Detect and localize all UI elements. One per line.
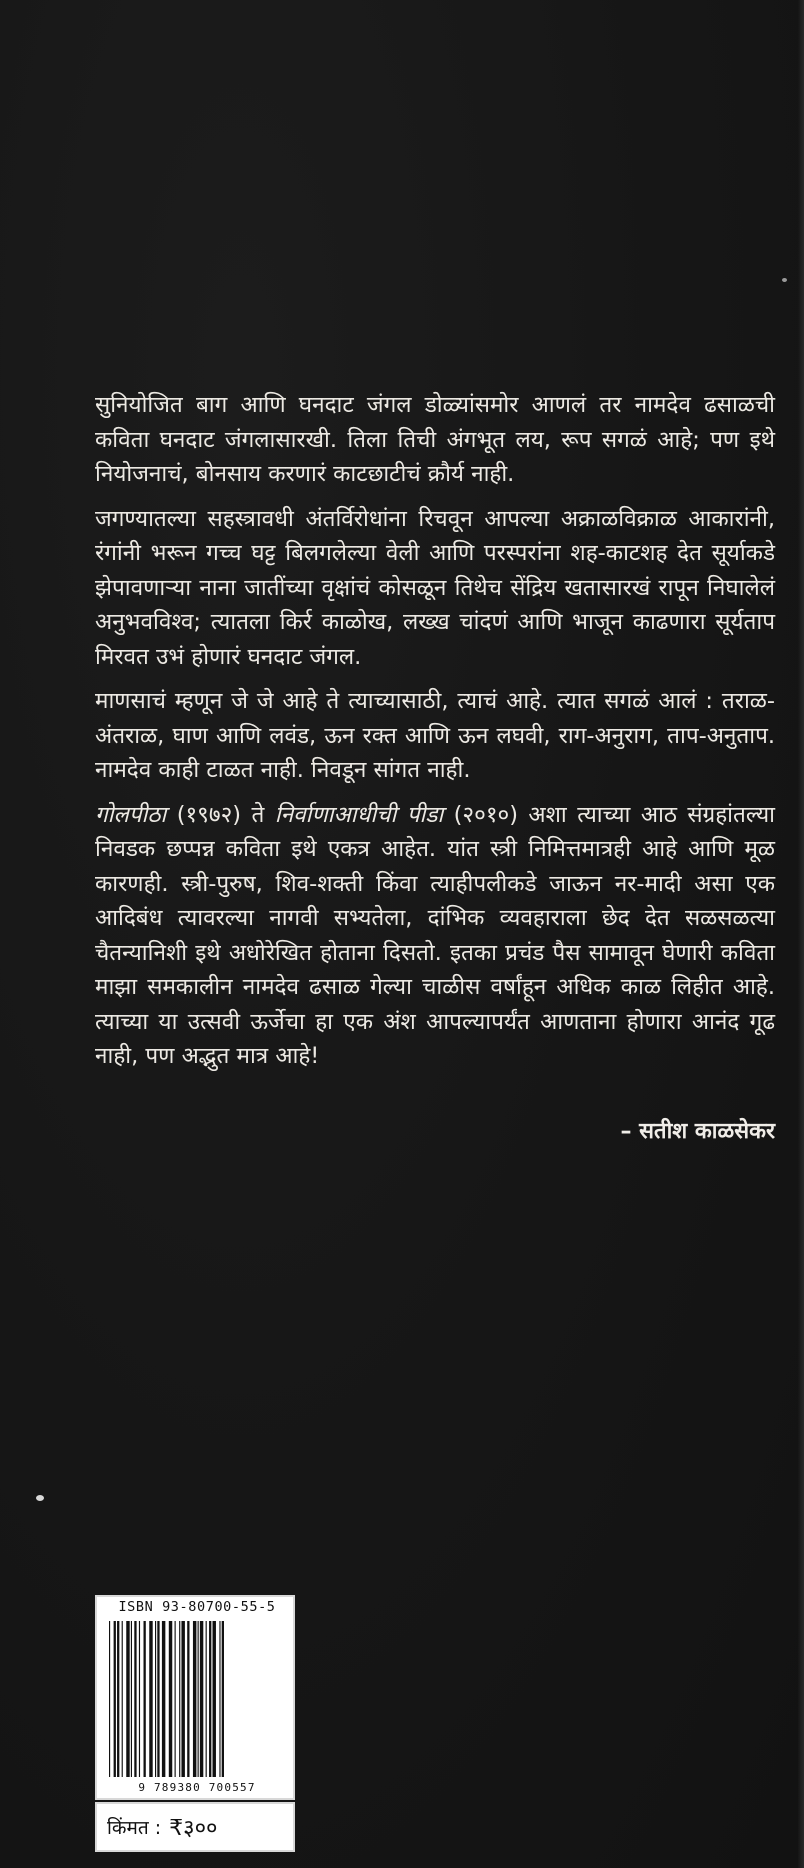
blurb-paragraph-4	[95, 798, 775, 1074]
barcode-bar	[179, 1621, 180, 1777]
barcode-bar	[144, 1621, 146, 1777]
barcode-bar	[193, 1621, 196, 1777]
price-label	[95, 1802, 295, 1852]
barcode-bar	[162, 1621, 165, 1777]
barcode-bar	[155, 1621, 156, 1777]
barcode-bar	[149, 1621, 152, 1777]
barcode-bar	[109, 1621, 110, 1777]
isbn-number: ISBN 93-80700-55-5	[118, 1599, 276, 1615]
dust-speck	[36, 1495, 44, 1501]
barcode-bar	[175, 1621, 176, 1777]
barcode-bar	[131, 1621, 132, 1777]
barcode-bar	[200, 1621, 203, 1777]
book-title-golpitha: गोलपीठा	[95, 801, 167, 828]
barcode-bar	[169, 1621, 172, 1777]
blurb-paragraph-3: माणसाचं म्हणून जे जे आहे ते त्याच्यासाठी, त्याचं आहे. त्यात सगळं आलं : तराळ-अंतराळ, घाण आणि लवंड, ऊन रक्त आणि ऊन लघवी, राग-अनुराग, ताप-अनुताप. नामदेव काही टाळत नाही. निवडून सांगत नाही.	[95, 688, 775, 783]
price-caption: किंमत :	[107, 1817, 162, 1839]
blurb-paragraph-4-rest: (२०१०) अशा त्याच्या आठ संग्रहांतल्या निवडक छप्पन्न कविता इथे एकत्र आहेत. यांत स्त्री निमित्तमात्रही आहे आणि मूळ कारणही. स्त्री-पुरुष, शिव-शक्ती किंवा त्याहीपलीकडे जाऊन नर-मादी असा एक आदिबंध त्यावरल्या नागवी सभ्यतेला, दांभिक व्यवहाराला छेद देत सळसळत्या चैतन्यानिशी इथे अधोरेखित होताना दिसतो. इतका प्रचंड पैस सामावून घेणारी कविता माझा समकालीन नामदेव ढसाळ गेल्या चाळीस वर्षांहून अधिक काळ लिहीत आहे. त्याच्या या उत्सवी ऊर्जेचा हा एक अंश आपल्यापर्यंत आणताना होणारा आनंद गूढ नाही, पण अद्भुत मात्र आहे!	[95, 801, 775, 1069]
barcode-bar	[139, 1621, 140, 1777]
book-title-nirvanaadhichi-pida: निर्वाणाआधीची पीडा	[274, 801, 444, 828]
cover-edge	[798, 0, 804, 1868]
dust-speck	[782, 278, 787, 282]
barcode-bar	[157, 1621, 159, 1777]
ean-digits: 9 789380 700557	[138, 1781, 256, 1794]
isbn-barcode-label	[95, 1595, 295, 1800]
barcode-bars	[107, 1621, 287, 1777]
year-range-text: (१९७२) ते	[166, 801, 275, 828]
barcode-bar	[114, 1621, 116, 1777]
barcode-bar	[187, 1621, 189, 1777]
barcode-bar	[134, 1621, 136, 1777]
blurb-paragraph-2: जगण्यातल्या सहस्त्रावधी अंतर्विरोधांना रिचवून आपल्या अक्राळविक्राळ आकारांनी, रंगांनी भरून गच्च घट्ट बिलगलेल्या वेली आणि परस्परांना शह-काटशह देत सूर्याकडे झेपावणाऱ्या नाना जातींच्या वृक्षांचं कोसळून तिथेच सेंद्रिय खतासारखं रापून निघालेलं अनुभवविश्व; त्यातला किर्र काळोख, लख्ख चांदणं आणि भाजून काढणारा सूर्यताप मिरवत उभं होणारं घनदाट जंगल.	[95, 505, 775, 670]
barcode-bar	[213, 1621, 216, 1777]
barcode-bar	[222, 1621, 224, 1777]
barcode-bar	[181, 1621, 184, 1777]
barcode-bar	[198, 1621, 199, 1777]
barcode-bar	[206, 1621, 207, 1777]
blurb-paragraph-1: सुनियोजित बाग आणि घनदाट जंगल डोळ्यांसमोर आणलं तर नामदेव ढसाळची कविता घनदाट जंगलासारखी. तिला तिची अंगभूत लय, रूप सगळं आहे; पण इथे नियोजनाचं, बोनसाय करणारं काटछाटीचं क्रौर्य नाही.	[95, 392, 775, 487]
barcode-bar	[209, 1621, 211, 1777]
barcode-bar	[219, 1621, 220, 1777]
blurb-text	[95, 388, 775, 1084]
barcode-bar	[126, 1621, 129, 1777]
barcode-bar	[122, 1621, 123, 1777]
author-signature: – सतीश काळसेकर	[620, 1119, 775, 1144]
price-value: ₹३००	[169, 1816, 218, 1841]
barcode-bar	[117, 1621, 119, 1777]
